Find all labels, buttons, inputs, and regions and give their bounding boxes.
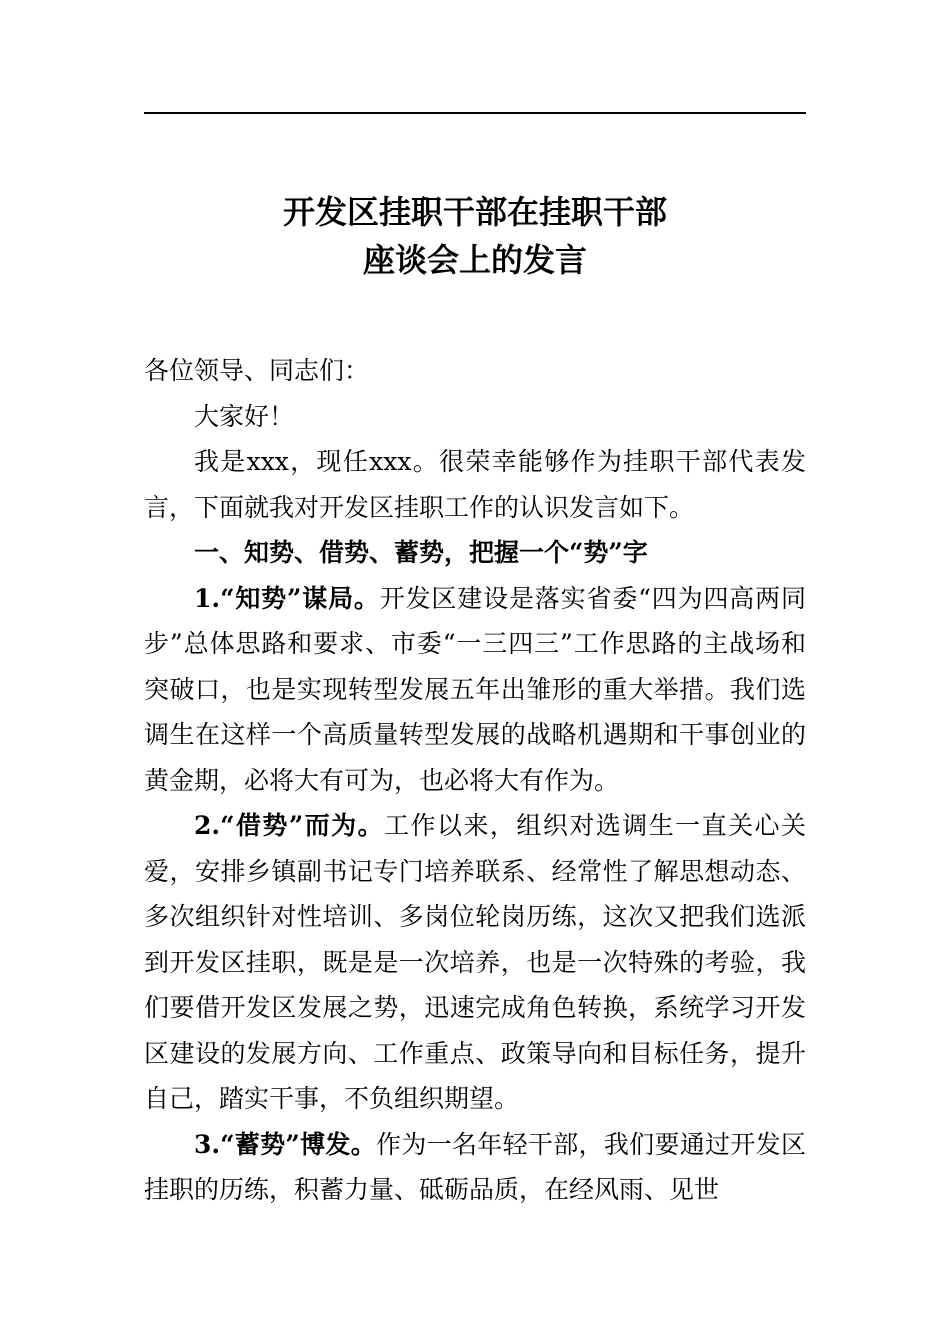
- item-paragraph-2: [144, 803, 806, 1122]
- document-body: [144, 348, 806, 1213]
- item-text: 工作以来，组织对选调生一直关心关爱，安排乡镇副书记专门培养联系、经常性了解思想动态、多次组织针对性培训、多岗位轮岗历练，这次又把我们选派到开发区挂职，既是是一次培养，也是一次特殊的考验，我们要借开发区发展之势，迅速完成角色转换，系统学习开发区建设的发展方向、工作重点、政策导向和目标任务，提升自己，踏实干事，不负组织期望。: [144, 811, 806, 1113]
- item-text: 作为一名年轻干部，我们要通过开发区挂职的历练，积蓄力量、砥砺品质，在经风雨、见世: [144, 1129, 806, 1204]
- item-paragraph-3: [144, 1122, 806, 1213]
- section-heading: 一、知势、借势、蓄势，把握一个“势”字: [194, 538, 648, 567]
- item-text: 开发区建设是落实省委“四为四高两同步”总体思路和要求、市委“一三四三”工作思路的主战场和突破口，也是实现转型发展五年出雏形的重大举措。我们选调生在这样一个高质量转型发展的战略机遇期和干事创业的黄金期，必将大有可为，也必将大有作为。: [144, 583, 806, 795]
- item-lead: 3.“蓄势”博发。: [194, 1129, 377, 1159]
- title-line-1: 开发区挂职干部在挂职干部: [282, 193, 667, 231]
- salutation: 各位领导、同志们：: [144, 356, 370, 385]
- greeting: 大家好！: [194, 401, 295, 431]
- document-title: [144, 188, 806, 284]
- header-rule: [144, 112, 806, 114]
- item-lead: 1.“知势”谋局。: [194, 583, 380, 613]
- title-line-2: 座谈会上的发言: [362, 241, 587, 279]
- intro-paragraph: 我是xxx，现任xxx。很荣幸能够作为挂职干部代表发言，下面就我对开发区挂职工作的认识发言如下。: [144, 447, 806, 522]
- item-paragraph-1: [144, 576, 806, 804]
- item-lead: 2.“借势”而为。: [194, 811, 385, 840]
